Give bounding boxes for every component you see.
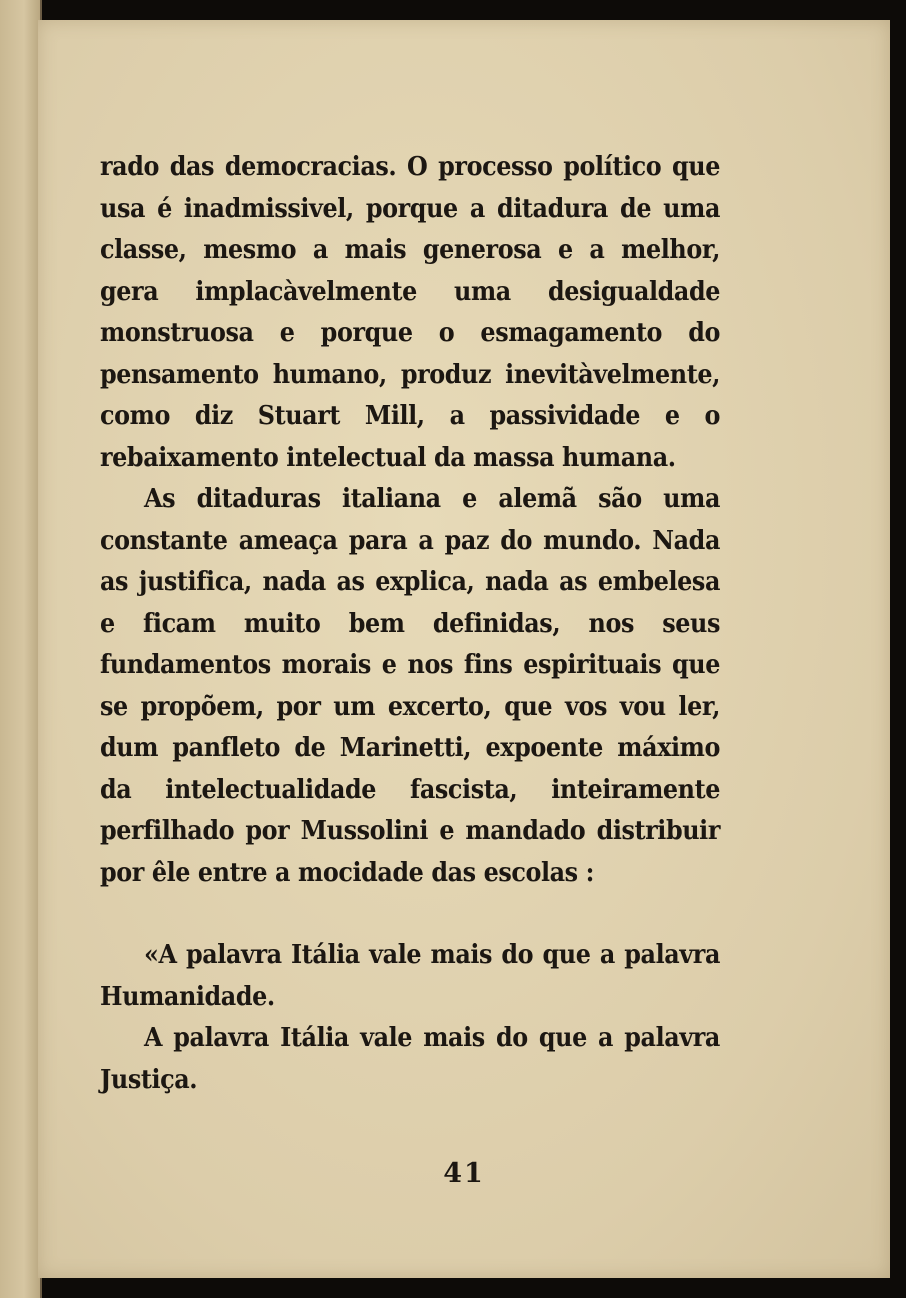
page-number: 41 (443, 1158, 485, 1189)
page-body (100, 146, 720, 1100)
quote-line-justica: A palavra Itália vale mais do que a palavra Justiça. (100, 1022, 720, 1095)
paragraph-continuation: rado das democracias. O processo político que usa é inadmissivel, porque a ditadura de uma classe, mesmo a mais generosa e a melhor, gera implacàvelmente uma desigualdade monstruosa e porque o esmagamento do pensamento humano, produz inevitàvelmente, como diz Stuart Mill, a passividade e o rebaixamento intelectual da massa humana. (100, 151, 720, 473)
quote-line-humanidade: «A palavra Itália vale mais do que a palavra Humanidade. (100, 939, 720, 1012)
paragraph-dictatorships: As ditaduras italiana e alemã são uma constante ameaça para a paz do mundo. Nada as justifica, nada as explica, nada as embelesa e ficam muito bem definidas, nos seus fundamentos morais e nos fins espirituais que se propõem, por um excerto, que vos vou ler, dum panfleto de Marinetti, expoente máximo da intelectualidade fascista, inteiramente perfilhado por Mussolini e mandado distribuir por êle entre a mocidade das escolas : (100, 483, 720, 888)
book-page (38, 20, 890, 1278)
book-spine-edge (0, 0, 42, 1298)
